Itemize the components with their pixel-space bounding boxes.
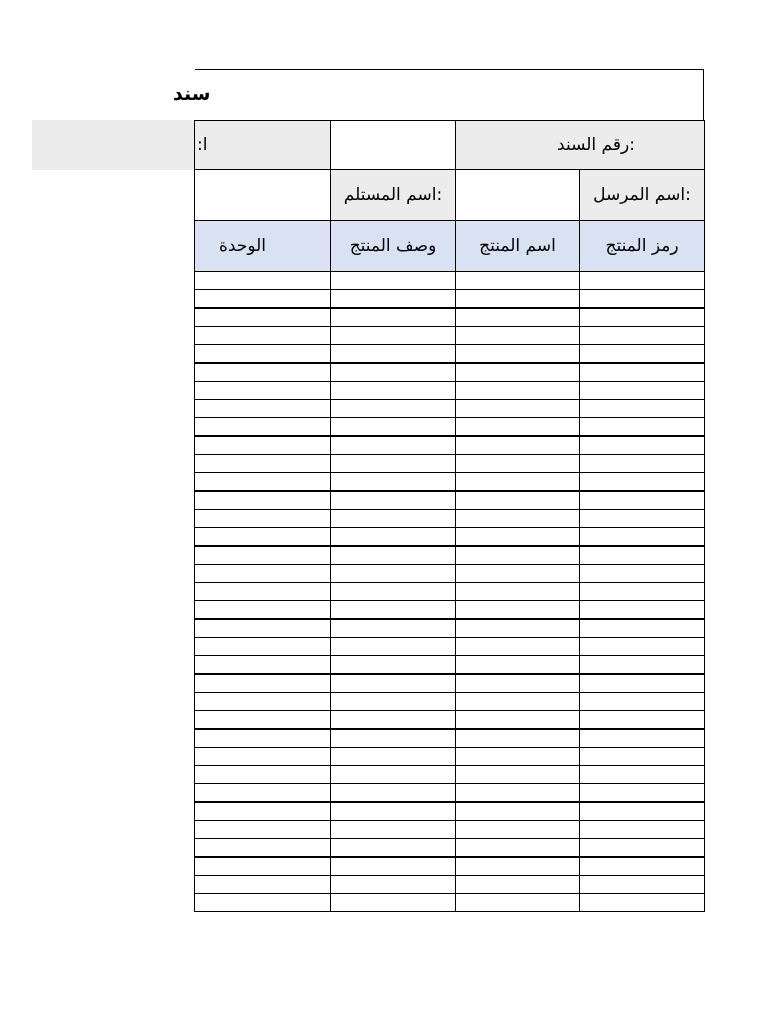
cell-product-description[interactable] — [330, 399, 456, 418]
cell-product-name[interactable] — [455, 454, 580, 473]
cell-product-code[interactable] — [579, 600, 705, 619]
table-row — [195, 344, 705, 363]
table-row — [195, 747, 705, 766]
column-header-product-name: اسم المنتج — [455, 220, 580, 272]
cell-unit[interactable] — [194, 527, 331, 546]
cell-product-name[interactable] — [455, 674, 580, 693]
cell-product-code[interactable] — [579, 747, 705, 766]
cell-product-description[interactable] — [330, 820, 456, 839]
cell-product-code[interactable] — [579, 783, 705, 802]
receiver-label: اسم المستلم: — [343, 185, 443, 205]
cell-product-description[interactable] — [330, 564, 456, 583]
table-row — [195, 783, 705, 802]
cell-product-code[interactable] — [579, 893, 705, 912]
table-row — [195, 271, 705, 290]
table-row — [195, 692, 705, 711]
sender-value-cell[interactable] — [455, 169, 580, 221]
cell-product-code[interactable] — [579, 527, 705, 546]
cell-product-name[interactable] — [455, 692, 580, 711]
cell-product-name[interactable] — [455, 344, 580, 363]
cell-product-description[interactable] — [330, 472, 456, 491]
cell-product-name[interactable] — [455, 802, 580, 821]
table-row — [195, 619, 705, 638]
cell-unit[interactable] — [194, 729, 331, 748]
table-row — [195, 326, 705, 345]
cell-product-name[interactable] — [455, 710, 580, 729]
cell-product-code[interactable] — [579, 564, 705, 583]
table-row — [195, 582, 705, 601]
cell-product-description[interactable] — [330, 271, 456, 290]
table-row — [195, 546, 705, 565]
cell-product-name[interactable] — [455, 509, 580, 528]
cell-product-description[interactable] — [330, 600, 456, 619]
cell-unit[interactable] — [194, 692, 331, 711]
column-header-product-description: وصف المنتج — [330, 220, 456, 272]
sender-label-cell — [579, 169, 705, 221]
table-row — [195, 729, 705, 748]
cell-unit[interactable] — [194, 619, 331, 638]
date-row-shading — [32, 120, 195, 170]
cell-product-name[interactable] — [455, 399, 580, 418]
cell-product-code[interactable] — [579, 674, 705, 693]
cell-product-code[interactable] — [579, 308, 705, 327]
table-row — [195, 491, 705, 510]
cell-product-description[interactable] — [330, 436, 456, 455]
table-row — [195, 308, 705, 327]
cell-product-description[interactable] — [330, 893, 456, 912]
cell-product-name[interactable] — [455, 893, 580, 912]
cell-product-code[interactable] — [579, 802, 705, 821]
cell-product-code[interactable] — [579, 765, 705, 784]
cell-product-description[interactable] — [330, 655, 456, 674]
table-row — [195, 417, 705, 436]
cell-product-code[interactable] — [579, 820, 705, 839]
cell-product-description[interactable] — [330, 710, 456, 729]
cell-product-description[interactable] — [330, 857, 456, 876]
column-header-product-code: رمز المنتج — [579, 220, 705, 272]
table-row — [195, 710, 705, 729]
cell-product-code[interactable] — [579, 692, 705, 711]
cell-unit[interactable] — [194, 582, 331, 601]
cell-product-code[interactable] — [579, 399, 705, 418]
sender-label: اسم المرسل: — [593, 185, 691, 205]
cell-unit[interactable] — [194, 363, 331, 382]
cell-product-description[interactable] — [330, 637, 456, 656]
cell-product-name[interactable] — [455, 417, 580, 436]
cell-unit[interactable] — [194, 710, 331, 729]
cell-product-code[interactable] — [579, 857, 705, 876]
cell-unit[interactable] — [194, 893, 331, 912]
cell-product-name[interactable] — [455, 875, 580, 894]
table-row — [195, 381, 705, 400]
cell-unit[interactable] — [194, 491, 331, 510]
cell-product-description[interactable] — [330, 491, 456, 510]
cell-product-description[interactable] — [330, 729, 456, 748]
cell-product-name[interactable] — [455, 838, 580, 857]
cell-unit[interactable] — [194, 838, 331, 857]
table-row — [195, 564, 705, 583]
cell-unit[interactable] — [194, 674, 331, 693]
cell-product-description[interactable] — [330, 344, 456, 363]
cell-unit[interactable] — [194, 783, 331, 802]
table-row — [195, 820, 705, 839]
table-row — [195, 454, 705, 473]
cell-product-description[interactable] — [330, 802, 456, 821]
table-row — [195, 893, 705, 912]
cell-product-name[interactable] — [455, 546, 580, 565]
cell-product-name[interactable] — [455, 600, 580, 619]
cell-product-description[interactable] — [330, 747, 456, 766]
title-row — [173, 69, 704, 120]
table-row — [195, 875, 705, 894]
column-header-unit: الوحدة — [194, 220, 331, 272]
cell-product-description[interactable] — [330, 308, 456, 327]
date-label-cell — [194, 120, 331, 170]
cell-product-code[interactable] — [579, 637, 705, 656]
date-label: :ا — [197, 135, 208, 155]
cell-product-description[interactable] — [330, 765, 456, 784]
cell-unit[interactable] — [194, 308, 331, 327]
voucher-number-label: رقم السند: — [557, 135, 635, 155]
cell-product-name[interactable] — [455, 527, 580, 546]
cell-product-name[interactable] — [455, 582, 580, 601]
cell-product-code[interactable] — [579, 710, 705, 729]
cell-product-code[interactable] — [579, 875, 705, 894]
cell-unit[interactable] — [194, 765, 331, 784]
voucher-number-cell — [455, 120, 705, 170]
table-row — [195, 509, 705, 528]
cell-unit[interactable] — [194, 655, 331, 674]
cell-unit[interactable] — [194, 637, 331, 656]
cell-product-code[interactable] — [579, 454, 705, 473]
date-value-cell[interactable] — [330, 120, 456, 170]
cell-product-name[interactable] — [455, 655, 580, 674]
table-row — [195, 838, 705, 857]
cell-product-description[interactable] — [330, 326, 456, 345]
cell-unit[interactable] — [194, 509, 331, 528]
cell-unit[interactable] — [194, 875, 331, 894]
cell-unit[interactable] — [194, 326, 331, 345]
cell-product-name[interactable] — [455, 765, 580, 784]
cell-unit[interactable] — [194, 747, 331, 766]
cell-product-description[interactable] — [330, 582, 456, 601]
cell-unit[interactable] — [194, 857, 331, 876]
cell-product-name[interactable] — [455, 820, 580, 839]
cell-product-name[interactable] — [455, 289, 580, 308]
cell-product-code[interactable] — [579, 344, 705, 363]
cell-unit[interactable] — [194, 820, 331, 839]
cell-unit[interactable] — [194, 344, 331, 363]
table-row — [195, 527, 705, 546]
cell-product-name[interactable] — [455, 857, 580, 876]
cell-product-code[interactable] — [579, 417, 705, 436]
cell-product-name[interactable] — [455, 363, 580, 382]
cell-product-code[interactable] — [579, 326, 705, 345]
cell-product-code[interactable] — [579, 655, 705, 674]
cell-product-code[interactable] — [579, 838, 705, 857]
cell-unit[interactable] — [194, 381, 331, 400]
cell-product-code[interactable] — [579, 436, 705, 455]
receiver-label-cell — [330, 169, 456, 221]
voucher-sheet — [173, 69, 705, 915]
table-row — [195, 363, 705, 382]
table-row — [195, 765, 705, 784]
cell-product-name[interactable] — [455, 491, 580, 510]
cell-product-name[interactable] — [455, 729, 580, 748]
cell-product-code[interactable] — [579, 582, 705, 601]
cell-product-description[interactable] — [330, 692, 456, 711]
cell-product-name[interactable] — [455, 783, 580, 802]
cell-product-code[interactable] — [579, 509, 705, 528]
cell-product-description[interactable] — [330, 546, 456, 565]
cell-product-code[interactable] — [579, 472, 705, 491]
cell-product-description[interactable] — [330, 875, 456, 894]
table-row — [195, 802, 705, 821]
cell-unit[interactable] — [194, 802, 331, 821]
cell-unit[interactable] — [194, 289, 331, 308]
cell-product-name[interactable] — [455, 326, 580, 345]
cell-product-name[interactable] — [455, 308, 580, 327]
table-row — [195, 674, 705, 693]
cell-product-name[interactable] — [455, 637, 580, 656]
table-row — [195, 436, 705, 455]
table-row — [195, 399, 705, 418]
cell-product-code[interactable] — [579, 289, 705, 308]
cell-product-name[interactable] — [455, 381, 580, 400]
cell-product-description[interactable] — [330, 509, 456, 528]
cell-product-name[interactable] — [455, 747, 580, 766]
cell-product-name[interactable] — [455, 271, 580, 290]
cell-product-code[interactable] — [579, 491, 705, 510]
cell-unit[interactable] — [194, 271, 331, 290]
cell-product-code[interactable] — [579, 619, 705, 638]
cell-product-code[interactable] — [579, 363, 705, 382]
cell-product-code[interactable] — [579, 381, 705, 400]
cell-product-description[interactable] — [330, 417, 456, 436]
cell-product-name[interactable] — [455, 619, 580, 638]
cell-product-code[interactable] — [579, 546, 705, 565]
table-row — [195, 289, 705, 308]
cell-product-description[interactable] — [330, 363, 456, 382]
table-row — [195, 857, 705, 876]
cell-product-description[interactable] — [330, 619, 456, 638]
table-row — [195, 637, 705, 656]
cell-product-code[interactable] — [579, 271, 705, 290]
cell-product-description[interactable] — [330, 381, 456, 400]
document-title: سند — [173, 83, 211, 105]
cell-product-description[interactable] — [330, 289, 456, 308]
cell-unit[interactable] — [194, 399, 331, 418]
cell-unit[interactable] — [194, 472, 331, 491]
cell-unit[interactable] — [194, 546, 331, 565]
cell-product-name[interactable] — [455, 436, 580, 455]
cell-unit[interactable] — [194, 417, 331, 436]
cell-product-name[interactable] — [455, 472, 580, 491]
table-row — [195, 472, 705, 491]
table-row — [195, 655, 705, 674]
receiver-value-cell[interactable] — [194, 169, 331, 221]
cell-product-description[interactable] — [330, 783, 456, 802]
cell-unit[interactable] — [194, 564, 331, 583]
cell-product-description[interactable] — [330, 674, 456, 693]
cell-product-code[interactable] — [579, 729, 705, 748]
cell-unit[interactable] — [194, 600, 331, 619]
cell-product-description[interactable] — [330, 838, 456, 857]
cell-unit[interactable] — [194, 436, 331, 455]
cell-product-name[interactable] — [455, 564, 580, 583]
cell-product-description[interactable] — [330, 527, 456, 546]
cell-unit[interactable] — [194, 454, 331, 473]
table-row — [195, 600, 705, 619]
cell-product-description[interactable] — [330, 454, 456, 473]
